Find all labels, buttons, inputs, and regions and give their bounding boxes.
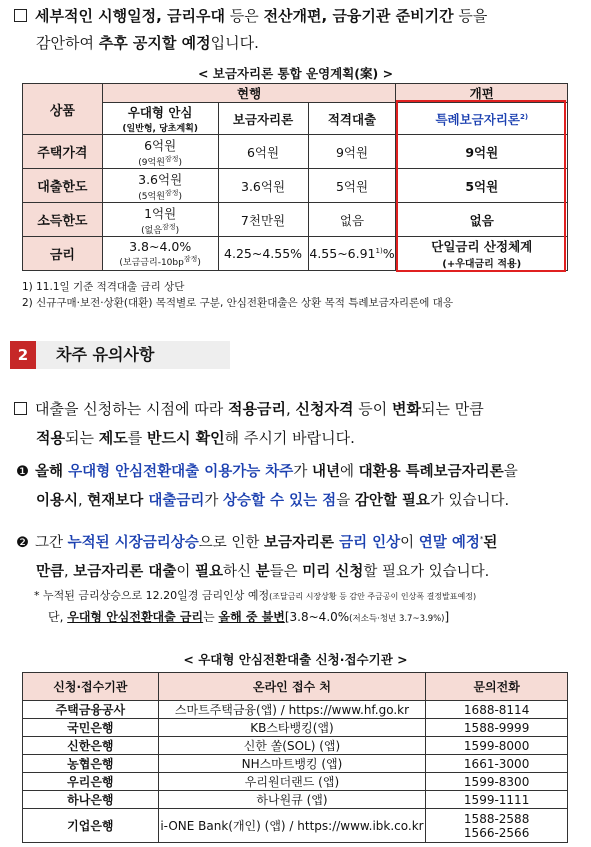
online-cell[interactable]: KB스타뱅킹(앱) <box>158 719 426 737</box>
intro-paragraph <box>14 3 584 57</box>
phone-cell[interactable]: 1661-3000 <box>426 755 568 773</box>
online-cell[interactable]: i-ONE Bank(개인) (앱) / https://www.ibk.co.kr <box>158 809 426 843</box>
row-label: 대출한도 <box>23 169 103 203</box>
inst-table <box>22 672 568 843</box>
phone-cell[interactable]: 1599-1111 <box>426 791 568 809</box>
footnote: * 누적된 금리상승으로 12.20일경 금리인상 예정(조달금리 시장상황 등 감안 주금공이 인상폭 결정발표예정) 단, 우대형 안심전환대출 금리는 올해 중 불변[3.8~4.0%(저소득·청년 3.7~3.9%)] <box>34 589 477 624</box>
inst-row <box>23 737 568 755</box>
org-cell: 우리은행 <box>23 773 159 791</box>
bogeum-cell: 6억원 <box>218 135 308 169</box>
plan-table-caption: < 보금자리론 통합 운영계획(案) > <box>197 66 394 81</box>
reform-highlight-box <box>396 100 566 272</box>
inst-row <box>23 773 568 791</box>
online-cell[interactable]: 하나원큐 (앱) <box>158 791 426 809</box>
special-cell: 9억원 <box>396 135 568 169</box>
col-bogeum: 보금자리론 <box>218 103 308 135</box>
inst-row <box>23 809 568 843</box>
pref-cell: 3.8~4.0% (보금금리$-10bp^{잠정}$) <box>102 237 218 271</box>
intro-text: 전산개편, 금융기관 준비기간 <box>263 7 454 25</box>
list-item-2: ❷ 그간 누적된 시장금리상승으로 인한 보금자리론 금리 인상이 연말 예정*된 만큼, 보금자리론 대출이 필요하신 분들은 미리 신청할 필요가 있습니다. <box>16 534 498 580</box>
phone-cell[interactable]: 1588-2588 1566-2566 <box>426 809 568 843</box>
qual-cell: 9억원 <box>308 135 396 169</box>
phone-cell[interactable]: 1599-8300 <box>426 773 568 791</box>
number-2-icon: ❷ <box>16 534 29 551</box>
pref-cell: 6억원 (9억원$^{잠정}$) <box>102 135 218 169</box>
inst-row <box>23 791 568 809</box>
org-cell: 주택금융공사 <box>23 701 159 719</box>
section-heading <box>10 341 230 369</box>
inst-row <box>23 701 568 719</box>
org-cell: 농협은행 <box>23 755 159 773</box>
col-online: 온라인 접수 처 <box>158 673 426 701</box>
online-cell[interactable]: NH스마트뱅킹 (앱) <box>158 755 426 773</box>
col-special: 특례보금자리론$^{2)}$ <box>396 103 568 135</box>
org-cell: 국민은행 <box>23 719 159 737</box>
inst-row <box>23 755 568 773</box>
online-cell[interactable]: 우리원더랜드 (앱) <box>158 773 426 791</box>
checkbox-square-icon <box>14 402 27 415</box>
note-2: 2) 신규구매·보전·상환(대환) 목적별로 구분, 안심전환대출은 상환 목적 특례보금자리론에 대응 <box>22 297 453 309</box>
special-cell: 단일금리 산정체계 (+우대금리 적용) <box>396 237 568 271</box>
pref-cell: 1억원 (없음$^{잠정}$) <box>102 203 218 237</box>
row-label: 소득한도 <box>23 203 103 237</box>
org-cell: 기업은행 <box>23 809 159 843</box>
qual-cell: 없음 <box>308 203 396 237</box>
col-product: 상품 <box>23 84 103 135</box>
bogeum-cell: 4.25~4.55% <box>218 237 308 271</box>
group-current: 현행 <box>102 84 396 103</box>
phone-cell[interactable]: 1599-8000 <box>426 737 568 755</box>
special-cell: 없음 <box>396 203 568 237</box>
intro-text: 등은 <box>225 7 264 25</box>
phone-cell[interactable]: 1588-9999 <box>426 719 568 737</box>
online-cell[interactable]: 스마트주택금융(앱) / https://www.hf.go.kr <box>158 701 426 719</box>
pref-cell: 3.6억원 (5억원$^{잠정}$) <box>102 169 218 203</box>
org-cell: 하나은행 <box>23 791 159 809</box>
section-number-badge: 2 <box>10 341 36 369</box>
inst-table-caption: < 우대형 안심전환대출 신청·접수기관 > <box>183 652 408 667</box>
caution-paragraph: 대출을 신청하는 시점에 따라 적용금리, 신청자격 등이 변화되는 만큼 적용되는 제도를 반드시 확인해 주시기 바랍니다. <box>14 395 586 453</box>
col-phone: 문의전화 <box>426 673 568 701</box>
qual-cell: 5억원 <box>308 169 396 203</box>
number-1-icon: ❶ <box>16 464 29 480</box>
qual-cell: 4.55~6.91$^{1)}$% <box>308 237 396 271</box>
intro-text: 등을 <box>453 7 488 25</box>
inst-row <box>23 719 568 737</box>
plan-notes <box>22 279 453 311</box>
col-org: 신청·접수기관 <box>23 673 159 701</box>
online-cell[interactable]: 신한 쏠(SOL) (앱) <box>158 737 426 755</box>
list-item-1: ❶ 올해 우대형 안심전환대출 이용가능 차주가 내년에 대환용 특례보금자리론을 이용시, 현재보다 대출금리가 상승할 수 있는 점을 감안할 필요가 있습니다. <box>16 464 518 509</box>
phone-cell[interactable]: 1688-8114 <box>426 701 568 719</box>
note-1: 1) 11.1일 기준 적격대출 금리 상단 <box>22 281 185 293</box>
intro-text: 추후 공지할 예정 <box>98 34 211 52</box>
checkbox-square-icon <box>14 9 27 22</box>
special-cell: 5억원 <box>396 169 568 203</box>
intro-text: 세부적인 시행일정, 금리우대 <box>35 7 226 25</box>
intro-text: 감안하여 <box>36 34 99 52</box>
group-reform: 개편 <box>396 84 568 103</box>
col-preferential: 우대형 안심 (일반형, 당초계획) <box>102 103 218 135</box>
section-title: 차주 유의사항 <box>56 345 155 364</box>
org-cell: 신한은행 <box>23 737 159 755</box>
row-label: 금리 <box>23 237 103 271</box>
intro-text: 입니다. <box>210 34 259 52</box>
bogeum-cell: 3.6억원 <box>218 169 308 203</box>
col-qualified: 적격대출 <box>308 103 396 135</box>
bogeum-cell: 7천만원 <box>218 203 308 237</box>
row-label: 주택가격 <box>23 135 103 169</box>
